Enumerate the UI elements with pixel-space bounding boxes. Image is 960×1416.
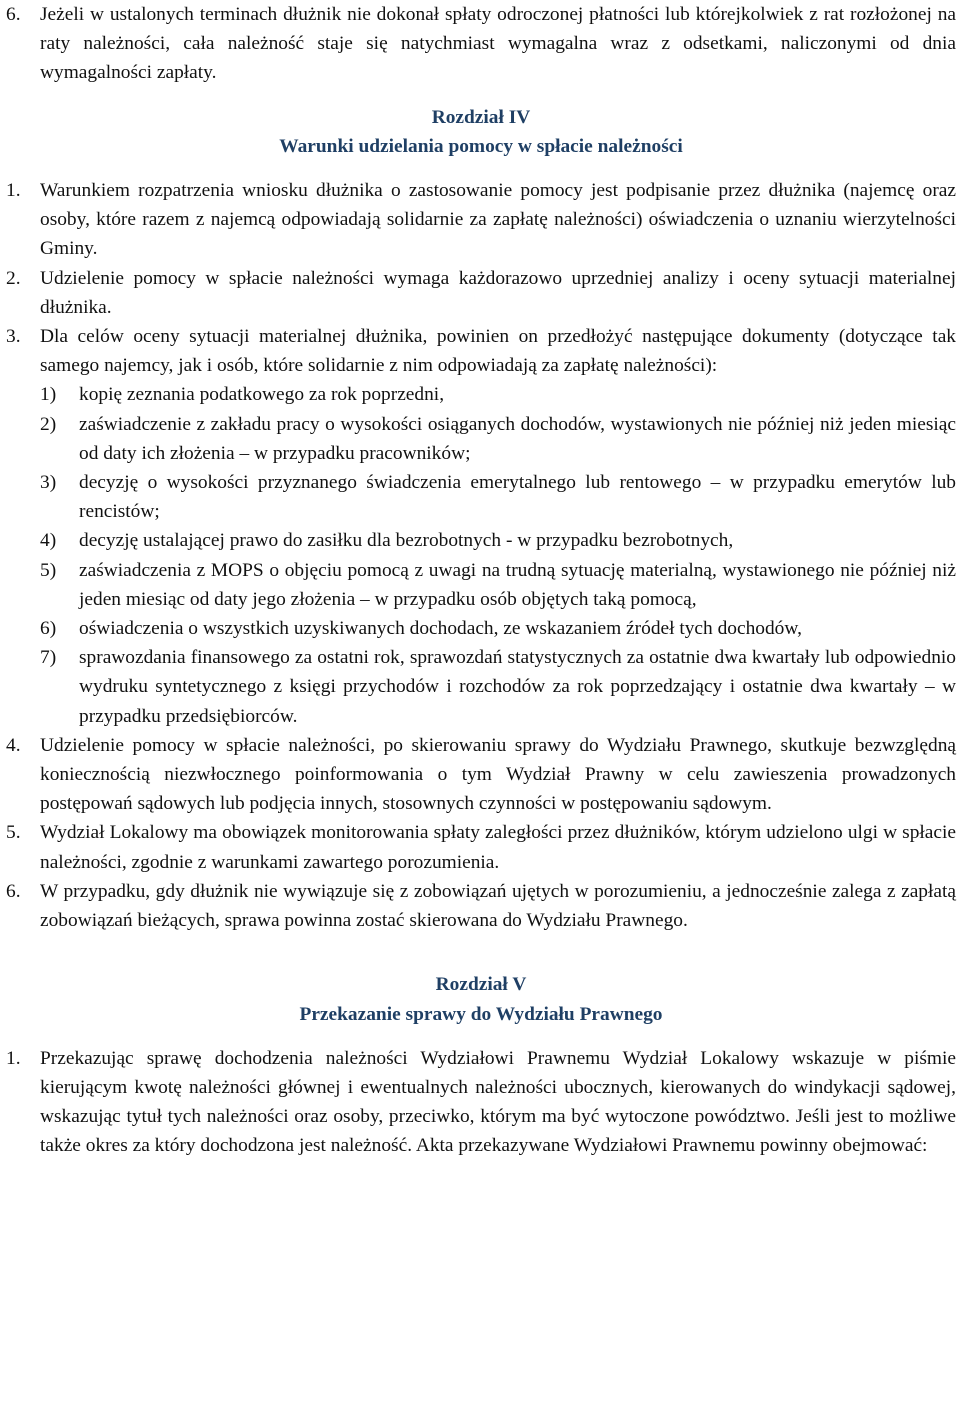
chapter-subtitle: Przekazanie sprawy do Wydziału Prawnego xyxy=(299,1003,663,1025)
item-text: Wydział Lokalowy ma obowiązek monitorowania spłaty zaległości przez dłużników, którym udzielono ulgi w spłacie należności, zgodnie z warunkami zawartego porozumienia. xyxy=(40,822,956,873)
item-number: 2. xyxy=(6,267,21,289)
document-page xyxy=(6,0,956,1161)
subitem-number: 2) xyxy=(40,413,57,435)
subitem-number: 7) xyxy=(40,647,57,669)
list-subitem xyxy=(40,556,956,614)
item-text: Dla celów oceny sytuacji materialnej dłużnika, powinien on przedłożyć następujące dokumenty (dotyczące tak samego najemcy, jak i osób, które solidarnie z nim odpowiadają za zapłatę należności): xyxy=(40,326,956,377)
chapter-subtitle: Warunki udzielania pomocy w spłacie należności xyxy=(279,135,683,157)
paragraph-item xyxy=(6,322,956,380)
subitem-text: decyzję o wysokości przyznanego świadczenia emerytalnego lub rentowego – w przypadku emerytów lub rencistów; xyxy=(79,472,956,523)
item-text: Udzielenie pomocy w spłacie należności wymaga każdorazowo uprzedniej analizy i oceny sytuacji materialnej dłużnika. xyxy=(40,267,956,318)
subitem-text: kopię zeznania podatkowego za rok poprzedni, xyxy=(79,384,445,406)
subitem-text: sprawozdania finansowego za ostatni rok, sprawozdań statystycznych za ostatnie dwa kwartały lub odpowiednio wydruku syntetycznego z księgi przychodów i rozchodów za rok poprzedzający i ostatnie dwa kwartały – w przypadku przedsiębiorców. xyxy=(79,647,956,727)
item-number: 1. xyxy=(6,180,21,202)
list-subitem xyxy=(40,614,956,643)
item-text: W przypadku, gdy dłużnik nie wywiązuje się z zobowiązań ujętych w porozumieniu, a jednocześnie zalega z zapłatą zobowiązań bieżących, sprawa powinna zostać skierowana do Wydziału Prawnego. xyxy=(40,880,956,932)
paragraph-item xyxy=(6,176,956,264)
list-subitem xyxy=(40,643,956,731)
subitem-number: 3) xyxy=(40,472,57,494)
list-subitem xyxy=(40,410,956,468)
paragraph-item xyxy=(6,731,956,819)
chapter-heading xyxy=(6,970,956,1028)
item-number: 3. xyxy=(6,326,21,348)
paragraph-item xyxy=(6,264,956,322)
chapter-heading xyxy=(6,103,956,161)
item-number: 1. xyxy=(6,1047,21,1069)
item-text: Warunkiem rozpatrzenia wniosku dłużnika o zastosowanie pomocy jest podpisanie przez dłużnika (najemcę oraz osoby, które razem z najemcą odpowiadają solidarnie za zapłatę należności) oświadczenia o uznaniu wierzytelności Gminy. xyxy=(40,180,956,260)
subitem-number: 5) xyxy=(40,559,57,581)
subitem-text: oświadczenia o wszystkich uzyskiwanych dochodach, ze wskazaniem źródeł tych dochodów, xyxy=(79,618,802,640)
item-text: Przekazując sprawę dochodzenia należności Wydziałowi Prawnemu Wydział Lokalowy wskazuje w piśmie kierującym kwotę należności głównej i ewentualnych należności ubocznych, kierowanych do windykacji sądowej, wskazując tytuł tych należności oraz osoby, przeciwko, którym ma być wytoczone powództwo. Jeśli jest to możliwe także okres za który dochodzona jest należność. Akta przekazywane Wydziałowi Prawnemu powinny obejmować: xyxy=(40,1047,956,1157)
paragraph-item xyxy=(6,818,956,876)
paragraph-item xyxy=(6,0,956,88)
subitem-text: zaświadczenia z MOPS o objęciu pomocą z uwagi na trudną sytuację materialną, wystawionego nie później niż jeden miesiąc od daty jego złożenia – w przypadku osób objętych taką pomocą, xyxy=(79,559,956,610)
item-number: 6. xyxy=(6,4,21,25)
item-number: 5. xyxy=(6,822,21,844)
subitem-number: 1) xyxy=(40,384,57,406)
list-subitem xyxy=(40,526,956,555)
subitem-number: 6) xyxy=(40,618,57,640)
subitem-number: 4) xyxy=(40,530,57,552)
paragraph-item xyxy=(6,1044,956,1161)
item-text: Jeżeli w ustalonych terminach dłużnik nie dokonał spłaty odroczonej płatności lub którejkolwiek z rat rozłożonej na raty należności, cała należność staje się natychmiast wymagalna wraz z odsetkami, naliczonymi od dnia wymagalności zapłaty. xyxy=(40,4,956,84)
chapter-title: Rozdział V xyxy=(435,974,527,996)
subitem-text: zaświadczenie z zakładu pracy o wysokości osiąganych dochodów, wystawionych nie później niż jeden miesiąc od daty ich złożenia – w przypadku pracowników; xyxy=(79,413,956,464)
item-text: Udzielenie pomocy w spłacie należności, po skierowaniu sprawy do Wydziału Prawnego, skutkuje bezwzględną koniecznością niezwłocznego poinformowania o tym Wydział Prawny w celu zawieszenia prowadzonych postępowań sądowych lub podjęcia innych, stosownych czynności w postępowaniu sądowym. xyxy=(40,734,956,815)
chapter-title: Rozdział IV xyxy=(431,106,531,128)
list-subitem xyxy=(40,380,956,409)
paragraph-item xyxy=(6,877,956,935)
subitem-text: decyzję ustalającej prawo do zasiłku dla bezrobotnych - w przypadku bezrobotnych, xyxy=(79,530,734,552)
item-number: 4. xyxy=(6,734,21,756)
list-subitem xyxy=(40,468,956,526)
item-number: 6. xyxy=(6,880,21,902)
